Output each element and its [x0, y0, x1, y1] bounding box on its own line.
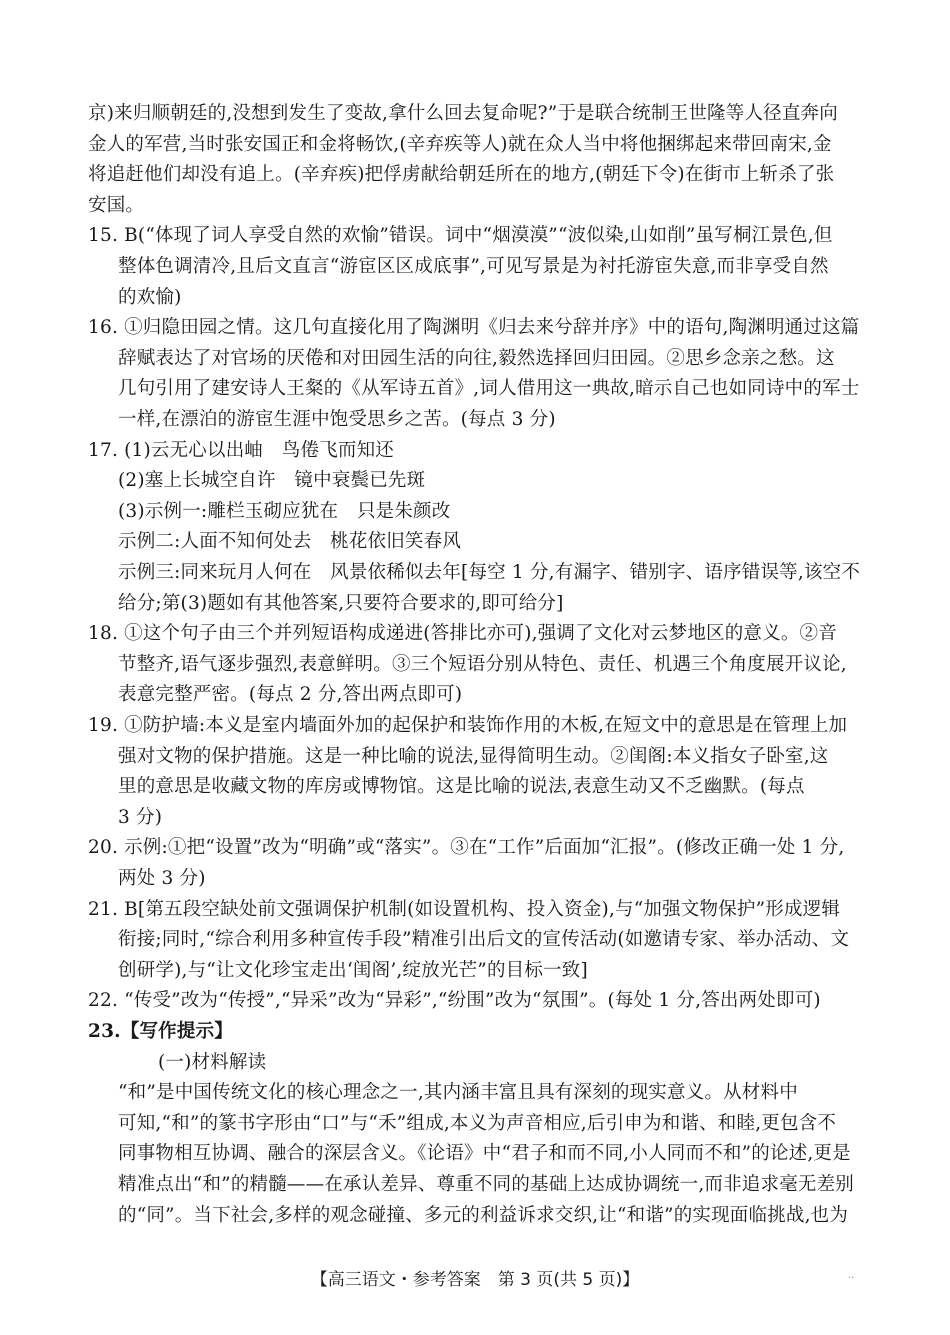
text-line: 16. ①归隐田园之情。这几句直接化用了陶渊明《归去来兮辞并序》中的语句,陶渊明通过这篇: [88, 317, 860, 339]
text-line: 衔接;同时,“综合利用多种宣传手段”精准引出后文的宣传活动(如邀请专家、举办活动、文: [118, 929, 850, 951]
text-line: 可知,“和”的篆书字形由“口”与“禾”组成,本义为声音相应,后引申为和谐、和睦,更包含不: [118, 1112, 837, 1134]
text-line: 京)来归顺朝廷的,没想到发生了变故,拿什么回去复命呢?”于是联合统制王世隆等人径直奔向: [88, 103, 838, 124]
text-line: 一样,在漂泊的游宦生涯中饱受思乡之苦。(每点 3 分): [118, 409, 556, 430]
text-line: 同事物相互协调、融合的深层含义。《论语》中“君子和而不同,小人同而不和”的论述,更是: [118, 1143, 851, 1165]
text-line: 17. (1)云无心以出岫 鸟倦飞而知还: [88, 439, 395, 461]
text-line: 18. ①这个句子由三个并列短语构成递进(答排比亦可),强调了文化对云梦地区的意义。②音: [88, 623, 837, 645]
text-line: 节整齐,语气逐步强烈,表意鲜明。③三个短语分别从特色、责任、机遇三个角度展开议论,: [118, 653, 847, 675]
text-line: 辞赋表达了对官场的厌倦和对田园生活的向往,毅然选择回归田园。②思乡念亲之愁。这: [118, 347, 835, 369]
text-line: 两处 3 分): [118, 868, 206, 889]
text-line: 21. B[第五段空缺处前文强调保护机制(如设置机构、投入资金),与“加强文物保护”形成逻辑: [88, 898, 841, 920]
text-line: (一)材料解读: [158, 1051, 267, 1073]
text-line: 创研学),与“让文化珍宝走出‘闺阁’,绽放光芒”的目标一致]: [118, 959, 588, 981]
text-line: 里的意思是收藏文物的库房或博物馆。这是比喻的说法,表意生动又不乏幽默。(每点: [118, 776, 805, 798]
text-line: 整体色调清冷,且后文直言“游宦区区成底事”,可见写景是为衬托游宦失意,而非享受自然: [118, 256, 829, 277]
footer-dots: ..: [848, 1270, 855, 1281]
page-footer: 【高三语文・参考答案 第 3 页(共 5 页)】: [310, 1270, 640, 1290]
text-line: 的“同”。当下社会,多样的观念碰撞、多元的利益诉求交织,让“和谐”的实现面临挑战,也为: [118, 1204, 849, 1226]
text-line: 金人的军营,当时张安国正和金将畅饮,(辛弃疾等人)就在众人当中将他捆绑起来带回南宋,金: [88, 133, 832, 155]
text-line: 19. ①防护墙:本义是室内墙面外加的起保护和装饰作用的木板,在短文中的意思是在管理上加: [88, 715, 848, 736]
text-line: 3 分): [118, 806, 163, 828]
text-line: “和”是中国传统文化的核心理念之一,其内涵丰富且具有深刻的现实意义。从材料中: [118, 1082, 798, 1104]
text-line: 表意完整严密。(每点 2 分,答出两点即可): [118, 684, 463, 706]
text-line: 给分;第(3)题如有其他答案,只要符合要求的,即可给分]: [118, 592, 564, 614]
text-line: (2)塞上长城空自许 镜中衰鬓已先斑: [118, 470, 426, 492]
text-line: 精准点出“和”的精髓——在承认差异、尊重不同的基础上达成协调统一,而非追求毫无差别: [118, 1174, 854, 1195]
text-line: 强对文物的保护措施。这是一种比喻的说法,显得简明生动。②闺阁:本义指女子卧室,这: [118, 745, 829, 767]
text-line: 23.【写作提示】: [88, 1021, 233, 1042]
text-line: 15. B(“体现了词人享受自然的欢愉”错误。词中“烟漠漠”“波似染,山如削”虽写桐江景色,但: [88, 225, 833, 247]
text-line: 将追赶他们却没有追上。(辛弃疾)把俘虏献给朝廷所在的地方,(朝廷下令)在街市上斩杀了张: [88, 164, 835, 186]
text-line: 安国。: [88, 194, 145, 216]
text-line: 的欢愉): [118, 286, 182, 308]
text-line: 几句引用了建安诗人王粲的《从军诗五首》,词人借用这一典故,暗示自己也如同诗中的军士: [118, 378, 860, 400]
text-line: (3)示例一:雕栏玉砌应犹在 只是朱颜改: [118, 500, 451, 522]
text-line: 示例三:同来玩月人何在 风景依稀似去年[每空 1 分,有漏字、错别字、语序错误等,该空不: [118, 562, 861, 583]
text-line: 示例二:人面不知何处去 桃花依旧笑春风: [118, 531, 462, 553]
text-line: 22. “传受”改为“传授”,“异采”改为“异彩”,“纷围”改为“氛围”。(每处 1 分,答出两处即可): [88, 990, 821, 1012]
text-line: 20. 示例:①把“设置”改为“明确”或“落实”。③在“工作”后面加“汇报”。(修改正确一处 1 分,: [88, 837, 845, 859]
